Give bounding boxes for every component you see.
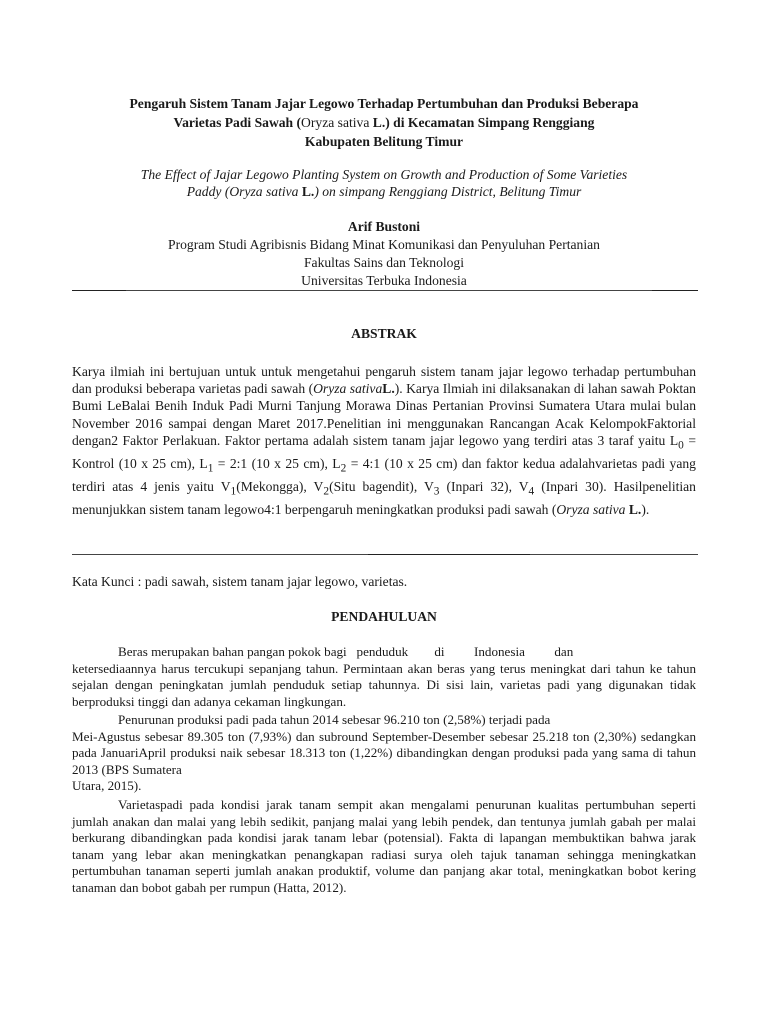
- abstract-text-c: = Kontrol (10 x 25 cm), L: [72, 432, 696, 471]
- abstract-text-h: (Inpari 32), V: [439, 478, 529, 494]
- subscript-v4: 4: [528, 485, 535, 498]
- subscript-v1: 1: [230, 485, 237, 498]
- author-affiliation: [60, 236, 708, 290]
- abstract-rule-left: [72, 554, 368, 555]
- abstract-text-b: ). Karya Ilmiah ini dilaksanakan di lahan sawah Poktan Bumi LeBalai Benih Induk Padi Murni Tanjung Morawa Dinas Pertanian Provinsi Sumatera Utara mulai bulan November 2016 sampai dengan Maret 2017.Penelitian ini menggunakan Rancangan Acak KelompokFaktorial dengan2 Faktor Perlakuan. Faktor pertama adalah sistem tanam jajar legowo yang terdiri atas 3 taraf yaitu L: [72, 381, 696, 448]
- abstract-l: L.: [382, 381, 395, 397]
- intro-paragraph-3: Varietaspadi pada kondisi jarak tanam sempit akan mengalami penurunan kualitas pertumbuhan seperti jumlah anakan dan malai yang lebih sedikit, panjang malai yang lebih pendek, dan tentunya jumlah gabah per malai berkurang dibandingkan pada kondisi jarak tanam lebar (potensial). Fakta di lapangan membuktikan bahwa jarak tanam yang lebar akan meningkatkan penangkapan radiasi surya oleh tajuk tanaman sehingga meningkatkan pertumbuhan tanaman seperti jumlah anakan produktif, volume dan panjang akar total, meningkatkan bobot kering tanaman dan bobot gabah per rumpun (Hatta, 2012).: [72, 797, 696, 895]
- affiliation-line-2: Fakultas Sains dan Teknologi: [303, 255, 465, 270]
- abstract-text-e: = 4:1 (10 x 25 cm) dan faktor kedua adalahvarietas padi yang terdiri atas 4 jenis yaitu V: [72, 455, 696, 494]
- intro-p1-first-line: Beras merupakan bahan pangan pokok bagi penduduk di Indonesia dan: [118, 644, 574, 659]
- abstract-text-g: (Situ bagendit), V: [329, 478, 434, 494]
- english-title-line-2-end: ) on simpang Renggiang District, Belitung Timur: [314, 184, 582, 199]
- subscript-v3: 3: [433, 485, 440, 498]
- abstract-species-2: Oryza sativa: [556, 501, 626, 517]
- header-rule: [126, 290, 652, 291]
- title-line-2-end: L.) di Kecamatan Simpang Renggiang: [369, 115, 595, 130]
- paper-title: [60, 94, 708, 151]
- header-rule-left: [72, 290, 126, 291]
- author-name: Arif Bustoni: [347, 219, 421, 234]
- abstract-rule-right: [530, 554, 698, 555]
- english-title-line-2: [60, 183, 708, 200]
- intro-p2-first-line: Penurunan produksi padi pada tahun 2014 sebesar 96.210 ton (2,58%) terjadi pada: [118, 712, 551, 727]
- abstract-text: [72, 363, 696, 518]
- title-line-2-text: Varietas Padi Sawah (: [173, 115, 302, 130]
- title-line-1: Pengaruh Sistem Tanam Jajar Legowo Terhadap Pertumbuhan dan Produksi Beberapa: [129, 96, 639, 111]
- introduction-heading: PENDAHULUAN: [331, 609, 437, 624]
- subscript-l1: 1: [207, 462, 214, 475]
- abstract-heading: ABSTRAK: [351, 326, 417, 341]
- title-line-2: [60, 113, 708, 132]
- abstract-l-2: L.: [625, 501, 642, 517]
- intro-paragraph-2: [72, 712, 696, 795]
- abstract-text-j: ).: [641, 501, 650, 517]
- intro-p2-rest: Mei-Agustus sebesar 89.305 ton (7,93%) dan subround September-Desember sebesar 25.218 ton (2,30%) sedangkan pada JanuariApril produksi naik sebesar 18.313 ton (1,22%) dibandingkan dengan produksi pada yang sama di tahun 2013 (BPS Sumatera: [72, 728, 696, 777]
- abstract-text-f: (Mekongga), V: [236, 478, 324, 494]
- intro-p1-rest: ketersediaannya harus tercukupi sepanjang tahun. Permintaan akan beras yang terus meningkat dari tahun ke tahun sejalan dengan peningkatan jumlah penduduk setiap tahunnya. Di sisi lain, varietas padi yang digunakan tidak berproduksi tinggi dan adanya cekaman lingkungan.: [72, 660, 696, 709]
- abstract-rule-middle: [368, 554, 530, 555]
- english-title-line-2-text: Paddy (Oryza sativa: [186, 184, 302, 199]
- subscript-l2: 2: [340, 462, 347, 475]
- intro-p2-last-line: Utara, 2015).: [72, 778, 142, 794]
- subscript-l0: 0: [678, 439, 684, 452]
- abstract-text-a: Karya ilmiah ini bertujuan untuk untuk mengetahui pengaruh sistem tanam jajar legowo terhadap pertumbuhan dan produksi beberapa varietas padi sawah (: [72, 364, 696, 397]
- header-rule-right: [652, 290, 698, 291]
- title-line-3: Kabupaten Belitung Timur: [304, 134, 464, 149]
- english-title-line-1: The Effect of Jajar Legowo Planting System on Growth and Production of Some Varieties: [140, 167, 628, 182]
- keywords: Kata Kunci : padi sawah, sistem tanam jajar legowo, varietas.: [72, 574, 408, 589]
- affiliation-line-1: Program Studi Agribisnis Bidang Minat Komunikasi dan Penyuluhan Pertanian: [168, 237, 600, 252]
- english-title-l: L.: [301, 184, 315, 199]
- affiliation-line-3: Universitas Terbuka Indonesia: [301, 273, 467, 288]
- title-species: Oryza sativa: [301, 115, 370, 130]
- abstract-text-d: = 2:1 (10 x 25 cm), L: [213, 455, 341, 471]
- english-title: [60, 166, 708, 200]
- abstract-text-i: (Inpari 30). Hasilpenelitian menunjukkan sistem tanam legowo4:1 berpengaruh meningkatkan produksi padi sawah (: [72, 478, 696, 517]
- subscript-v2: 2: [323, 485, 330, 498]
- abstract-species: Oryza sativa: [313, 381, 383, 397]
- intro-paragraph-1: [72, 644, 696, 710]
